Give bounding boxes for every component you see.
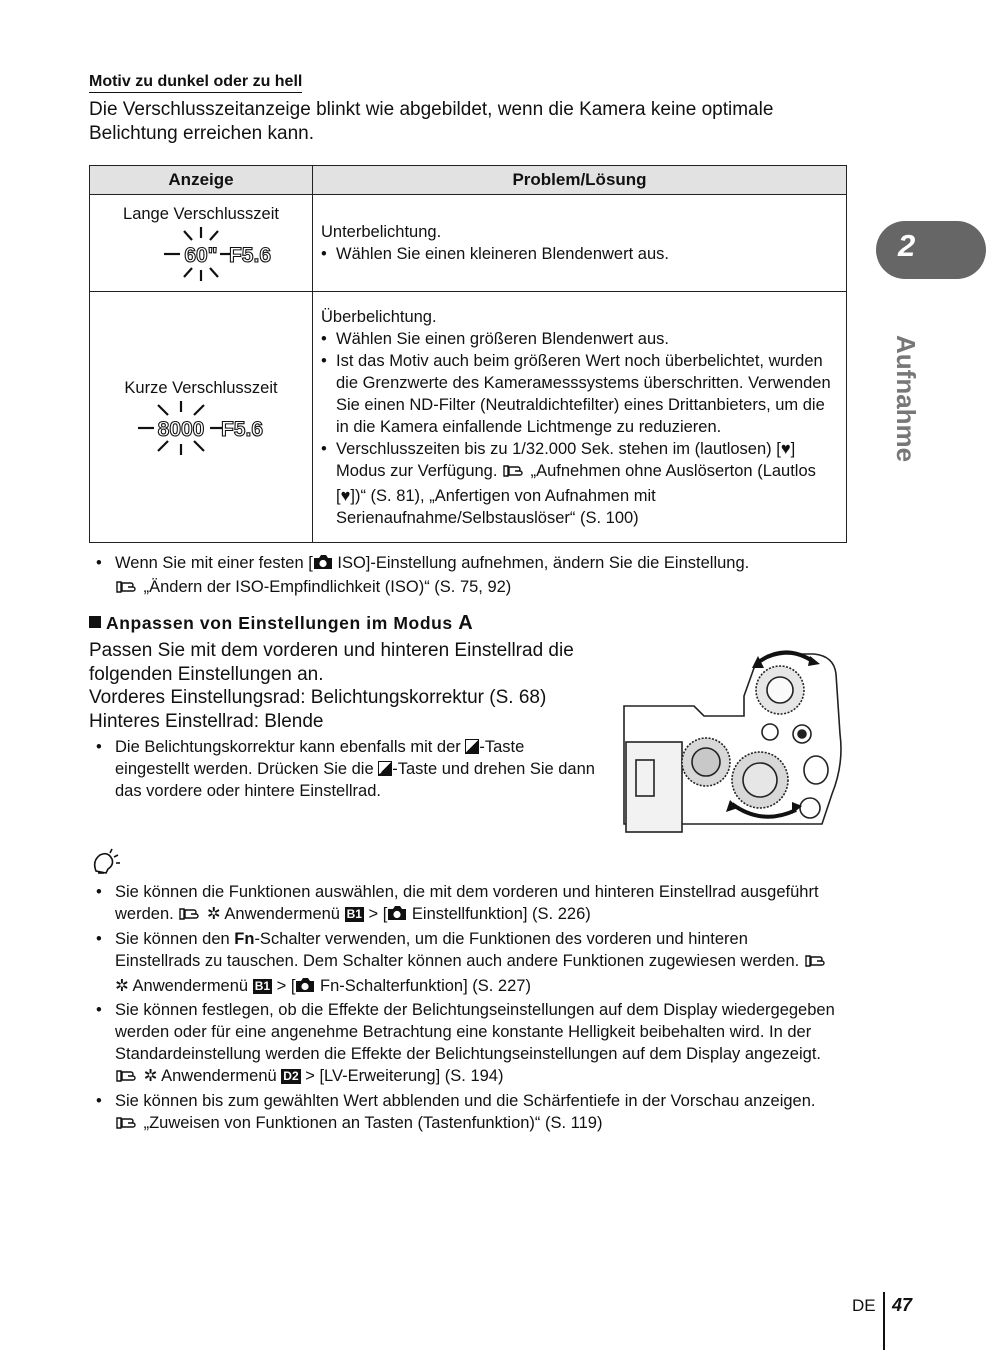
tips-list <box>96 881 836 1137</box>
menu-tab-badge: B1 <box>346 907 362 921</box>
para-text: Vorderes Einstellungsrad: Belichtungskorrektur (S. 68) <box>89 687 547 708</box>
list-item: • Wählen Sie einen größeren Blendenwert aus. <box>321 328 838 350</box>
solution-list <box>321 328 838 529</box>
page-reference-icon <box>115 1068 139 1090</box>
display-cell <box>90 292 313 543</box>
mode-a-heading <box>89 612 473 635</box>
list-item <box>96 928 836 999</box>
camera-icon <box>387 905 407 927</box>
tip-text: -Schalter verwenden, um die Funktionen des vorderen und hinteren Einstellrads zu tauschen. Dem Schalter können auch andere Funktionen zugewiesen werden. <box>115 930 800 970</box>
para-text: Passen Sie mit dem vorderen und hinteren Einstellrad die folgenden Einstellungen an. <box>89 640 574 685</box>
list-item <box>96 999 836 1090</box>
footer-divider <box>883 1292 885 1350</box>
table-row <box>90 292 847 543</box>
tip-text: > [ <box>368 905 388 923</box>
tip-text: Sie können festlegen, ob die Effekte der Belichtungseinstellungen auf dem Display wiedergegeben werden oder für eine angenehme Betrachtung eine konstante Helligkeit beibehalten wird. In der Standardeinstellung werden die Effekte der Belichtungseinstellungen auf dem Display angezeigt. <box>115 1001 835 1063</box>
fn-label: Fn <box>234 930 255 948</box>
list-item: • Wählen Sie einen kleineren Blendenwert aus. <box>321 243 838 265</box>
display-label: Lange Verschlusszeit <box>123 205 279 223</box>
tips-lightbulb-icon <box>90 845 126 877</box>
list-item: • Ist das Motiv auch beim größeren Wert noch überbelichtet, wurden die Grenzwerte des Kamerамesssystems überschritten. Verwenden Sie einen ND-Filter (Neutraldichtefilter) eines Drittanbieters, um die in die Kamera einfallende Lichtmenge zu reduzieren. <box>321 350 838 438</box>
menu-name: Anwendermenü <box>132 977 249 995</box>
display-cell <box>90 195 313 292</box>
solution-list <box>321 243 838 265</box>
mode-a-description <box>89 639 609 733</box>
menu-name: Anwendermenü <box>224 905 340 923</box>
shutter-value: 60" <box>184 244 218 267</box>
list-item <box>96 552 836 601</box>
note-reference: „Ändern der ISO-Empfindlichkeit (ISO)“ (S. 75, 92) <box>143 578 512 596</box>
blinking-display-long <box>136 225 272 283</box>
list-item <box>96 736 596 802</box>
gear-icon: ✲ <box>143 1067 158 1085</box>
page-reference-icon <box>115 1115 139 1137</box>
page-reference-icon <box>502 463 526 485</box>
chapter-tab <box>876 221 986 279</box>
list-item-text: Verschlusszeiten bis zu 1/32.000 Sek. stehen im (lautlosen) [♥] Modus zur Verfügung. <box>336 439 796 480</box>
note-text: ISO]-Einstellung aufnehmen, ändern Sie die Einstellung. <box>332 554 750 572</box>
gear-icon: ✲ <box>206 905 221 923</box>
exposure-problem-table <box>89 165 847 543</box>
page-reference-icon <box>804 953 828 975</box>
shutter-value: 8000 <box>157 418 205 441</box>
tip-text: Sie können die Funktionen auswählen, die mit dem vorderen und hinteren Einstellrad ausgeführt werden. <box>115 883 819 923</box>
page-number: 47 <box>892 1295 913 1315</box>
note-text: -Taste eingestellt werden. Drücken Sie die <box>115 738 525 778</box>
para-text: Hinteres Einstellrad: Blende <box>89 710 324 732</box>
header-anzeige: Anzeige <box>90 166 313 195</box>
table-row <box>90 195 847 292</box>
chapter-number: 2 <box>898 228 916 263</box>
camera-icon <box>313 554 333 576</box>
list-item <box>96 881 836 928</box>
tip-text: Einstellfunktion] (S. 226) <box>407 905 591 923</box>
tip-text: Fn-Schalterfunktion] (S. 227) <box>315 977 531 995</box>
camera-icon <box>295 977 315 999</box>
camera-dials-illustration <box>620 642 842 834</box>
list-item <box>96 1090 836 1137</box>
section-intro: Die Verschlusszeitanzeige blinkt wie abgebildet, wenn die Kamera keine optimale Belichtung erreichen kann. <box>89 99 774 144</box>
note-text: Wenn Sie mit einer festen [ <box>115 554 313 572</box>
exposure-compensation-icon <box>465 739 479 754</box>
tip-text: Sie können bis zum gewählten Wert abblenden und die Schärfentiefe in der Vorschau anzeigen. <box>115 1092 816 1110</box>
page-reference-icon <box>178 906 202 928</box>
mode-letter: A <box>458 612 473 634</box>
note-text: -Taste und drehen Sie dann das vordere oder hintere Einstellrad. <box>115 760 595 800</box>
section-title: Motiv zu dunkel oder zu hell <box>89 73 302 93</box>
solution-lead: Überbelichtung. <box>321 307 437 326</box>
menu-tab-badge: D2 <box>283 1069 299 1083</box>
note-text: Die Belichtungskorrektur kann ebenfalls mit der <box>115 738 466 756</box>
list-item-reference: „Aufnehmen ohne Auslöserton (Lautlos [♥])“ (S. 81), „Anfertigen von Aufnahmen mit Serienaufnahme/Selbstauslöser“ (S. 100) <box>336 461 816 527</box>
solution-lead: Unterbelichtung. <box>321 223 442 241</box>
blinking-display-short <box>136 399 266 457</box>
solution-cell <box>313 195 847 292</box>
display-label: Kurze Verschlusszeit <box>124 379 278 397</box>
aperture-value: F5.6 <box>228 244 272 267</box>
tip-text: Sie können den <box>115 930 235 948</box>
chapter-label <box>891 335 921 463</box>
exposure-compensation-icon <box>378 761 392 776</box>
tip-text: > [ <box>276 977 296 995</box>
header-problem: Problem/Lösung <box>313 166 847 195</box>
mode-a-notes <box>96 736 596 802</box>
footer-language: DE <box>852 1296 876 1315</box>
heading-text: Anpassen von Einstellungen im Modus <box>106 613 453 633</box>
table-header-row <box>90 166 847 195</box>
iso-note <box>96 552 836 601</box>
aperture-value: F5.6 <box>220 418 264 441</box>
list-item <box>321 438 838 529</box>
menu-tab-badge: B1 <box>254 979 271 993</box>
page-reference-icon <box>115 579 139 601</box>
tip-reference: „Zuweisen von Funktionen an Tasten (Tastenfunktion)“ (S. 119) <box>143 1114 603 1132</box>
chapter-label-text: Aufnahme <box>891 335 921 463</box>
tip-text: > [LV-Erweiterung] (S. 194) <box>305 1067 504 1085</box>
square-bullet-icon <box>89 616 101 628</box>
menu-name: Anwendermenü <box>161 1067 277 1085</box>
gear-icon: ✲ <box>115 977 129 995</box>
solution-cell <box>313 292 847 543</box>
